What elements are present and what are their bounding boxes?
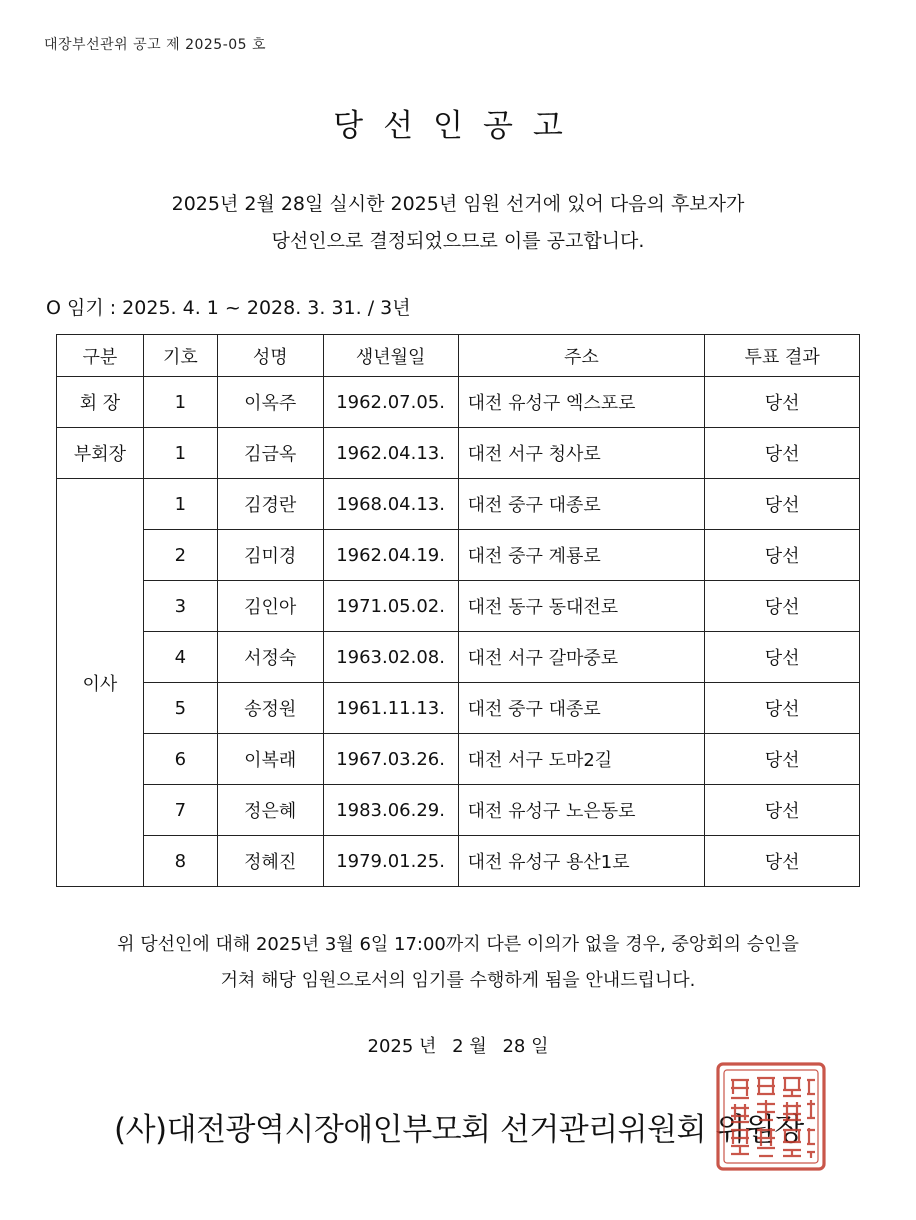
- name-cell: 정은혜: [217, 785, 323, 836]
- birth-cell: 1963.02.08.: [323, 632, 458, 683]
- category-cell-merged: 이사: [57, 479, 144, 887]
- notice-line-1: 위 당선인에 대해 2025년 3월 6일 17:00까지 다른 이의가 없을 경우, 중앙회의 승인을: [117, 934, 799, 955]
- result-cell: 당선: [705, 683, 860, 734]
- table-row: [57, 683, 860, 734]
- table-row: [57, 734, 860, 785]
- intro-line-1: 2025년 2월 28일 실시한 2025년 임원 선거에 있어 다음의 후보자가: [171, 193, 745, 215]
- header-number: 기호: [143, 335, 217, 377]
- result-cell: 당선: [705, 377, 860, 428]
- header-result: 투표 결과: [705, 335, 860, 377]
- birth-cell: 1968.04.13.: [323, 479, 458, 530]
- date-day: 28 일: [502, 1036, 549, 1057]
- address-cell: 대전 유성구 엑스포로: [458, 377, 705, 428]
- result-cell: 당선: [705, 632, 860, 683]
- result-cell: 당선: [705, 581, 860, 632]
- table-header-row: [57, 335, 860, 377]
- birth-cell: 1983.06.29.: [323, 785, 458, 836]
- number-cell: 2: [143, 530, 217, 581]
- name-cell: 김경란: [217, 479, 323, 530]
- number-cell: 1: [143, 479, 217, 530]
- table-row: [57, 785, 860, 836]
- number-cell: 3: [143, 581, 217, 632]
- name-cell: 김인아: [217, 581, 323, 632]
- number-cell: 4: [143, 632, 217, 683]
- header-category: 구분: [57, 335, 144, 377]
- table-row: [57, 581, 860, 632]
- result-cell: 당선: [705, 734, 860, 785]
- notice-line-2: 거쳐 해당 임원으로서의 임기를 수행하게 됨을 안내드립니다.: [220, 970, 696, 991]
- result-cell: 당선: [705, 530, 860, 581]
- birth-cell: 1971.05.02.: [323, 581, 458, 632]
- address-cell: 대전 서구 도마2길: [458, 734, 705, 785]
- name-cell: 송정원: [217, 683, 323, 734]
- category-cell: 회 장: [57, 377, 144, 428]
- result-cell: 당선: [705, 836, 860, 887]
- date-year: 2025 년: [367, 1036, 437, 1057]
- name-cell: 김금옥: [217, 428, 323, 479]
- name-cell: 이옥주: [217, 377, 323, 428]
- birth-cell: 1962.07.05.: [323, 377, 458, 428]
- number-cell: 1: [143, 377, 217, 428]
- number-cell: 1: [143, 428, 217, 479]
- header-name: 성명: [217, 335, 323, 377]
- name-cell: 김미경: [217, 530, 323, 581]
- number-cell: 6: [143, 734, 217, 785]
- result-cell: 당선: [705, 479, 860, 530]
- birth-cell: 1962.04.19.: [323, 530, 458, 581]
- address-cell: 대전 유성구 노은동로: [458, 785, 705, 836]
- official-seal-icon: [713, 1058, 829, 1174]
- address-cell: 대전 동구 동대전로: [458, 581, 705, 632]
- category-cell: 부회장: [57, 428, 144, 479]
- intro-paragraph: [0, 186, 916, 260]
- signatory: (사)대전광역시장애인부모회 선거관리위원회 위원장: [114, 1112, 804, 1148]
- header-birth: 생년월일: [323, 335, 458, 377]
- address-cell: 대전 중구 대종로: [458, 683, 705, 734]
- table-row: [57, 530, 860, 581]
- number-cell: 8: [143, 836, 217, 887]
- table-row: [57, 428, 860, 479]
- table-row: [57, 479, 860, 530]
- number-cell: 7: [143, 785, 217, 836]
- intro-line-2: 당선인으로 결정되었으므로 이를 공고합니다.: [271, 230, 645, 252]
- date-month: 2 월: [452, 1036, 487, 1057]
- name-cell: 이복래: [217, 734, 323, 785]
- number-cell: 5: [143, 683, 217, 734]
- table-row: [57, 836, 860, 887]
- name-cell: 서정숙: [217, 632, 323, 683]
- notice-paragraph: [0, 927, 916, 999]
- announcement-date: [0, 1032, 916, 1058]
- document-number: 대장부선관위 공고 제 2025-05 호: [44, 37, 267, 53]
- term-of-office: O 임기 : 2025. 4. 1 ~ 2028. 3. 31. / 3년: [46, 297, 411, 319]
- page-title: 당선인공고: [333, 108, 583, 144]
- address-cell: 대전 서구 갈마중로: [458, 632, 705, 683]
- table-row: [57, 632, 860, 683]
- table-row: [57, 377, 860, 428]
- result-cell: 당선: [705, 428, 860, 479]
- birth-cell: 1979.01.25.: [323, 836, 458, 887]
- birth-cell: 1961.11.13.: [323, 683, 458, 734]
- header-address: 주소: [458, 335, 705, 377]
- address-cell: 대전 서구 청사로: [458, 428, 705, 479]
- address-cell: 대전 중구 대종로: [458, 479, 705, 530]
- result-cell: 당선: [705, 785, 860, 836]
- election-results-table: [56, 334, 860, 887]
- birth-cell: 1962.04.13.: [323, 428, 458, 479]
- address-cell: 대전 중구 계룡로: [458, 530, 705, 581]
- birth-cell: 1967.03.26.: [323, 734, 458, 785]
- name-cell: 정혜진: [217, 836, 323, 887]
- address-cell: 대전 유성구 용산1로: [458, 836, 705, 887]
